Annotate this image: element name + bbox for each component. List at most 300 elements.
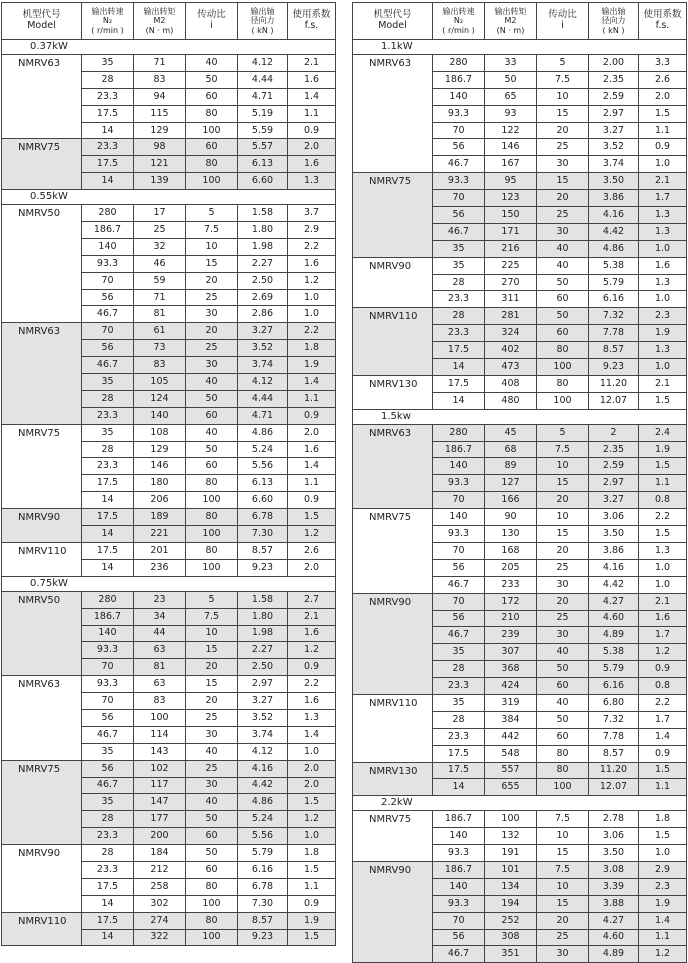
speed-header [82,3,134,40]
torque-cell: 83 [134,693,186,710]
table-row [353,811,687,828]
right-table-panel [352,2,686,963]
speed-cell: 93.3 [433,526,485,543]
service-factor-cell: 2.2 [288,238,336,255]
service-factor-cell: 1.1 [639,779,687,796]
table-body [2,40,336,946]
ratio-cell: 80 [537,342,589,359]
ratio-cell: 100 [537,392,589,409]
radial-force-cell: 6.16 [238,861,288,878]
torque-cell: 94 [134,88,186,105]
ratio-cell: 25 [186,289,238,306]
service-factor-cell: 1.5 [288,509,336,526]
speed-cell: 186.7 [82,608,134,625]
service-factor-cell: 1.6 [288,255,336,272]
service-factor-header [639,3,687,40]
ratio-cell: 25 [537,559,589,576]
torque-cell: 105 [134,374,186,391]
radial-force-cell: 4.27 [589,593,639,610]
ratio-cell: 80 [537,745,589,762]
ratio-cell: 20 [537,190,589,207]
ratio-header-line: 传动比 [548,9,577,21]
ratio-cell: 80 [186,912,238,929]
ratio-cell: 60 [186,861,238,878]
speed-cell: 93.3 [433,475,485,492]
torque-cell: 424 [485,678,537,695]
ratio-cell: 80 [186,542,238,559]
radial-force-header-line: 输出轴 [250,7,275,17]
radial-force-cell: 5.24 [238,811,288,828]
model-header [2,3,82,40]
ratio-cell: 15 [186,255,238,272]
radial-force-cell: 5.24 [238,441,288,458]
speed-cell: 35 [433,240,485,257]
torque-cell: 258 [134,878,186,895]
torque-cell: 98 [134,139,186,156]
torque-cell: 351 [485,946,537,963]
radial-force-header [238,3,288,40]
speed-cell: 23.3 [433,291,485,308]
speed-cell: 14 [82,492,134,509]
ratio-cell: 100 [186,526,238,543]
service-factor-cell: 1.0 [639,240,687,257]
torque-cell: 281 [485,308,537,325]
torque-cell: 177 [134,811,186,828]
ratio-cell: 40 [186,743,238,760]
service-factor-header-line: f.s. [304,20,319,31]
speed-cell: 14 [433,779,485,796]
torque-cell: 233 [485,576,537,593]
ratio-cell: 25 [186,760,238,777]
speed-cell: 14 [82,929,134,946]
torque-cell: 32 [134,238,186,255]
table-header [2,3,336,40]
speed-header-line: ( r/min ) [442,25,475,35]
torque-cell: 81 [134,659,186,676]
service-factor-cell: 1.6 [288,693,336,710]
service-factor-cell: 1.9 [288,357,336,374]
torque-cell: 81 [134,306,186,323]
service-factor-cell: 1.0 [288,743,336,760]
speed-cell: 140 [433,509,485,526]
service-factor-cell: 2.0 [288,760,336,777]
service-factor-cell: 1.3 [639,274,687,291]
model-cell: NMRV75 [2,139,82,190]
radial-force-cell: 8.57 [238,912,288,929]
service-factor-cell: 1.6 [288,71,336,88]
torque-cell: 132 [485,828,537,845]
torque-cell: 442 [485,728,537,745]
left-table-panel [1,2,335,946]
model-cell: NMRV50 [2,591,82,675]
service-factor-cell: 0.8 [639,492,687,509]
speed-cell: 186.7 [433,811,485,828]
ratio-cell: 25 [537,929,589,946]
torque-cell: 201 [134,542,186,559]
service-factor-cell: 1.5 [639,762,687,779]
speed-header-line: 输出转速 [91,7,124,17]
ratio-cell: 20 [537,912,589,929]
ratio-cell: 25 [537,207,589,224]
radial-force-cell: 5.38 [589,644,639,661]
torque-cell: 473 [485,359,537,376]
torque-cell: 548 [485,745,537,762]
service-factor-cell: 2.0 [288,139,336,156]
radial-force-cell: 4.60 [589,929,639,946]
ratio-cell: 5 [186,205,238,222]
torque-cell: 68 [485,441,537,458]
table-row [353,593,687,610]
service-factor-cell: 1.3 [288,709,336,726]
radial-force-cell: 4.16 [589,559,639,576]
service-factor-cell: 1.1 [639,929,687,946]
ratio-cell: 30 [537,946,589,963]
torque-cell: 44 [134,625,186,642]
model-cell: NMRV90 [353,257,433,308]
ratio-cell: 60 [537,728,589,745]
radial-force-cell: 1.58 [238,591,288,608]
service-factor-cell: 2.0 [639,88,687,105]
radial-force-cell: 6.78 [238,878,288,895]
speed-cell: 35 [82,55,134,72]
service-factor-cell: 1.4 [288,458,336,475]
speed-cell: 17.5 [82,105,134,122]
ratio-cell: 15 [537,526,589,543]
model-cell: NMRV110 [2,912,82,946]
torque-cell: 168 [485,542,537,559]
radial-force-cell: 4.12 [238,743,288,760]
speed-cell: 28 [433,711,485,728]
torque-cell: 206 [134,492,186,509]
service-factor-cell: 1.0 [639,845,687,862]
torque-cell: 127 [485,475,537,492]
speed-cell: 70 [82,272,134,289]
ratio-cell: 50 [537,274,589,291]
model-cell: NMRV63 [353,55,433,173]
model-cell: NMRV130 [353,375,433,409]
radial-force-cell: 6.80 [589,694,639,711]
radial-force-cell: 8.57 [589,342,639,359]
ratio-cell: 5 [186,591,238,608]
radial-force-cell: 7.32 [589,308,639,325]
speed-cell: 186.7 [82,222,134,239]
radial-force-cell: 11.20 [589,762,639,779]
torque-cell: 402 [485,342,537,359]
speed-cell: 140 [433,828,485,845]
torque-cell: 83 [134,71,186,88]
radial-force-cell: 3.88 [589,895,639,912]
speed-cell: 28 [82,390,134,407]
ratio-cell: 50 [537,711,589,728]
service-factor-cell: 2.7 [288,591,336,608]
speed-cell: 28 [433,661,485,678]
speed-cell: 17.5 [82,878,134,895]
power-rating-label: 1.1kW [353,40,687,55]
service-factor-cell: 1.0 [639,559,687,576]
speed-cell: 14 [82,526,134,543]
speed-cell: 17.5 [82,475,134,492]
model-cell: NMRV90 [353,861,433,962]
table-row [2,845,336,862]
radial-force-cell: 2.86 [238,306,288,323]
power-section-row [2,40,336,55]
model-header [353,3,433,40]
speed-cell: 46.7 [82,777,134,794]
radial-force-cell: 5.79 [589,661,639,678]
speed-cell: 14 [433,359,485,376]
speed-cell: 17.5 [433,342,485,359]
service-factor-cell: 2.2 [639,694,687,711]
ratio-cell: 40 [186,55,238,72]
torque-header-line: (N · m) [496,25,525,35]
radial-force-cell: 4.42 [238,777,288,794]
torque-cell: 122 [485,122,537,139]
speed-cell: 93.3 [82,676,134,693]
torque-cell: 212 [134,861,186,878]
torque-cell: 172 [485,593,537,610]
service-factor-cell: 1.4 [639,912,687,929]
table-row [353,762,687,779]
service-factor-cell: 1.4 [288,726,336,743]
service-factor-cell: 0.9 [288,895,336,912]
ratio-cell: 5 [537,424,589,441]
torque-cell: 100 [485,811,537,828]
ratio-cell: 40 [537,644,589,661]
speed-cell: 93.3 [433,895,485,912]
radial-force-header-line: 径向力 [601,16,626,26]
radial-force-cell: 6.13 [238,156,288,173]
service-factor-cell: 1.9 [639,325,687,342]
ratio-cell: 20 [537,593,589,610]
torque-cell: 146 [134,458,186,475]
speed-cell: 70 [433,593,485,610]
torque-cell: 63 [134,676,186,693]
speed-cell: 56 [82,760,134,777]
ratio-header [537,3,589,40]
speed-cell: 23.3 [433,325,485,342]
service-factor-cell: 0.9 [639,661,687,678]
service-factor-cell: 1.5 [288,794,336,811]
speed-cell: 28 [433,274,485,291]
speed-cell: 28 [433,308,485,325]
torque-cell: 274 [134,912,186,929]
ratio-cell: 100 [186,895,238,912]
speed-cell: 186.7 [433,441,485,458]
service-factor-cell: 2.0 [288,424,336,441]
torque-cell: 61 [134,323,186,340]
speed-cell: 70 [433,190,485,207]
model-cell: NMRV75 [2,424,82,508]
radial-force-cell: 12.07 [589,392,639,409]
service-factor-cell: 2.2 [639,509,687,526]
ratio-cell: 7.5 [186,222,238,239]
torque-cell: 307 [485,644,537,661]
radial-force-cell: 4.16 [238,760,288,777]
radial-force-cell: 3.06 [589,509,639,526]
torque-header-line: 输出转矩 [143,7,176,17]
torque-cell: 134 [485,878,537,895]
model-header-line: Model [378,20,407,31]
speed-cell: 70 [82,659,134,676]
speed-cell: 56 [82,289,134,306]
speed-cell: 186.7 [433,861,485,878]
service-factor-cell: 1.7 [639,627,687,644]
radial-force-cell: 4.12 [238,374,288,391]
speed-cell: 140 [433,88,485,105]
radial-force-cell: 6.16 [589,291,639,308]
radial-force-cell: 2.97 [589,105,639,122]
model-cell: NMRV63 [353,424,433,508]
speed-cell: 56 [433,610,485,627]
torque-cell: 17 [134,205,186,222]
service-factor-cell: 2.1 [639,173,687,190]
ratio-cell: 60 [537,678,589,695]
speed-cell: 56 [433,139,485,156]
service-factor-cell: 1.4 [288,88,336,105]
torque-cell: 191 [485,845,537,862]
ratio-cell: 30 [537,627,589,644]
ratio-cell: 7.5 [537,811,589,828]
torque-cell: 63 [134,642,186,659]
radial-force-cell: 3.50 [589,526,639,543]
service-factor-cell: 2.1 [288,608,336,625]
torque-cell: 147 [134,794,186,811]
ratio-cell: 15 [537,173,589,190]
torque-cell: 95 [485,173,537,190]
power-section-row [353,409,687,424]
service-factor-cell: 0.9 [639,745,687,762]
ratio-cell: 20 [537,542,589,559]
service-factor-cell: 1.7 [639,711,687,728]
ratio-cell: 80 [186,475,238,492]
service-factor-cell: 2.6 [639,71,687,88]
radial-force-cell: 2 [589,424,639,441]
torque-cell: 73 [134,340,186,357]
radial-force-cell: 6.13 [238,475,288,492]
speed-cell: 17.5 [82,156,134,173]
torque-cell: 143 [134,743,186,760]
speed-cell: 140 [433,458,485,475]
power-rating-label: 0.55kW [2,190,336,205]
torque-cell: 557 [485,762,537,779]
service-factor-header [288,3,336,40]
torque-cell: 101 [485,861,537,878]
speed-cell: 56 [82,340,134,357]
radial-force-cell: 4.71 [238,407,288,424]
ratio-cell: 30 [186,357,238,374]
torque-cell: 308 [485,929,537,946]
torque-cell: 129 [134,122,186,139]
speed-cell: 17.5 [82,912,134,929]
radial-force-cell: 4.16 [589,207,639,224]
speed-cell: 93.3 [433,105,485,122]
radial-force-cell: 3.27 [238,323,288,340]
torque-cell: 384 [485,711,537,728]
service-factor-cell: 0.9 [288,122,336,139]
torque-cell: 171 [485,223,537,240]
speed-cell: 140 [82,238,134,255]
model-header-line: Model [27,20,56,31]
service-factor-cell: 1.0 [639,359,687,376]
ratio-cell: 30 [537,156,589,173]
radial-force-cell: 6.78 [238,509,288,526]
ratio-cell: 80 [537,762,589,779]
radial-force-cell: 2.35 [589,71,639,88]
radial-force-cell: 4.86 [238,794,288,811]
torque-header-line: (N · m) [145,25,174,35]
torque-cell: 121 [134,156,186,173]
radial-force-cell: 5.79 [238,845,288,862]
table-row [353,861,687,878]
radial-force-cell: 3.08 [589,861,639,878]
speed-cell: 70 [433,492,485,509]
torque-cell: 50 [485,71,537,88]
radial-force-cell: 3.86 [589,542,639,559]
radial-force-cell: 9.23 [589,359,639,376]
radial-force-cell: 5.38 [589,257,639,274]
model-cell: NMRV90 [2,509,82,543]
torque-cell: 167 [485,156,537,173]
torque-cell: 129 [134,441,186,458]
speed-cell: 35 [82,424,134,441]
ratio-cell: 25 [537,139,589,156]
torque-cell: 319 [485,694,537,711]
speed-cell: 186.7 [433,71,485,88]
service-factor-cell: 1.0 [639,576,687,593]
service-factor-cell: 1.8 [639,811,687,828]
torque-cell: 146 [485,139,537,156]
service-factor-cell: 1.5 [639,392,687,409]
torque-cell: 150 [485,207,537,224]
service-factor-cell: 1.5 [639,105,687,122]
speed-cell: 28 [82,71,134,88]
power-rating-label: 1.5kw [353,409,687,424]
torque-cell: 89 [485,458,537,475]
speed-header [433,3,485,40]
speed-cell: 56 [82,709,134,726]
ratio-cell: 10 [186,625,238,642]
power-section-row [2,576,336,591]
torque-cell: 324 [485,325,537,342]
service-factor-cell: 1.1 [288,475,336,492]
ratio-cell: 30 [537,223,589,240]
service-factor-cell: 1.0 [288,289,336,306]
service-factor-cell: 1.3 [639,342,687,359]
ratio-cell: 50 [537,661,589,678]
service-factor-cell: 2.3 [639,308,687,325]
speed-cell: 56 [433,207,485,224]
service-factor-cell: 2.0 [288,559,336,576]
radial-force-cell: 2.97 [238,676,288,693]
torque-cell: 189 [134,509,186,526]
service-factor-cell: 1.9 [639,895,687,912]
radial-force-cell: 4.89 [589,627,639,644]
torque-cell: 200 [134,828,186,845]
model-cell: NMRV50 [2,205,82,323]
service-factor-cell: 1.0 [639,156,687,173]
torque-cell: 166 [485,492,537,509]
torque-cell: 302 [134,895,186,912]
ratio-cell: 60 [186,407,238,424]
ratio-cell: 20 [537,492,589,509]
radial-force-cell: 7.78 [589,728,639,745]
radial-force-cell: 2.78 [589,811,639,828]
model-header-line: 机型代号 [22,9,61,21]
radial-force-cell: 7.78 [589,325,639,342]
speed-cell: 28 [82,441,134,458]
ratio-cell: 10 [537,509,589,526]
service-factor-cell: 0.8 [639,678,687,695]
